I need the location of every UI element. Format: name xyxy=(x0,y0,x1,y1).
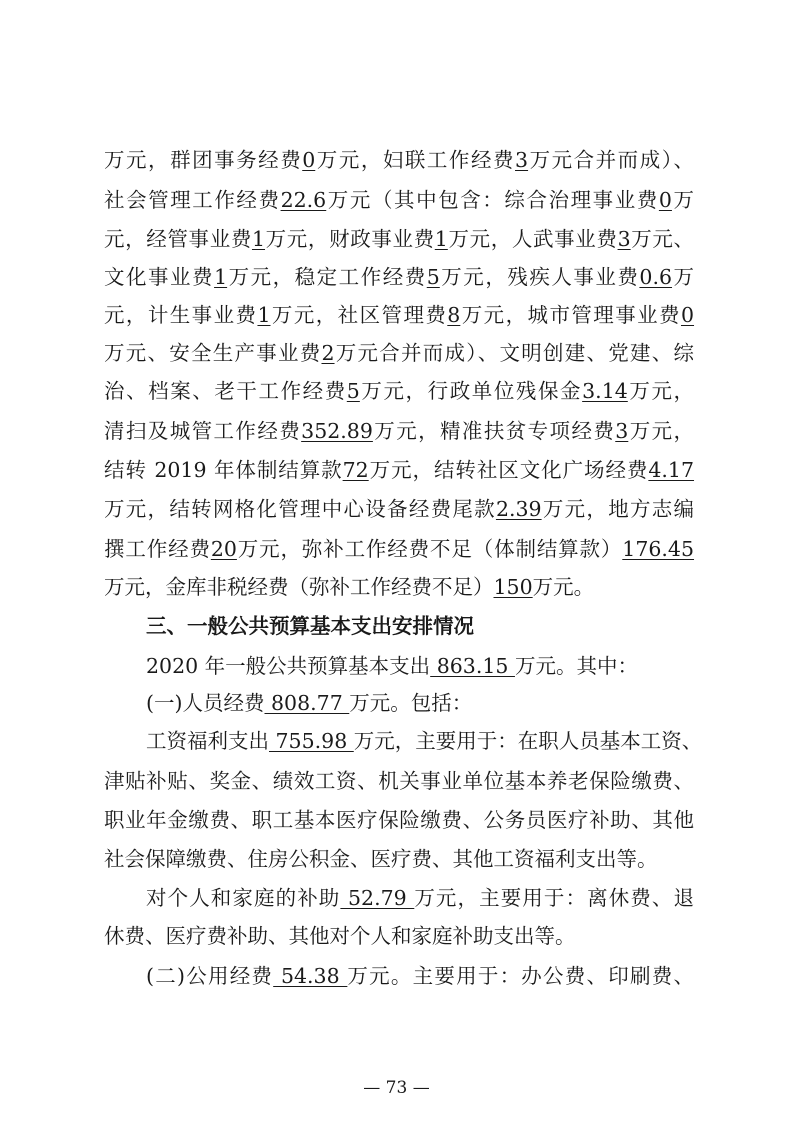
text-segment: 万元，城市管理事业费 xyxy=(460,303,681,327)
amount-value: 808.77 xyxy=(264,691,350,715)
page-number: — 73 — xyxy=(363,1078,430,1098)
text-segment: 工资福利支出 xyxy=(146,729,269,753)
text-segment: 万元，主要用于：在职人员基本工资、 xyxy=(353,729,703,753)
text-line xyxy=(104,377,694,405)
amount-value: 5 xyxy=(346,379,360,403)
text-segment: 万元（其中包含：综合治理事业费 xyxy=(326,188,659,212)
amount-value: 863.15 xyxy=(430,654,515,678)
text-segment: 万元合并而成）、 xyxy=(528,148,695,172)
text-segment: 万元、安全生产事业费 xyxy=(104,341,322,365)
amount-value: 3 xyxy=(615,419,629,443)
text-segment: 2020 年一般公共预算基本支出 xyxy=(146,654,431,678)
section-heading xyxy=(146,612,694,640)
text-segment: 万元，妇联工作经费 xyxy=(315,148,516,172)
text-segment: 元，计生事业费 xyxy=(104,303,258,327)
text-segment: 万元，结转社区文化广场经费 xyxy=(368,458,649,482)
text-segment: 休费、医疗费补助、其他对个人和家庭补助支出等。 xyxy=(104,924,576,948)
text-segment: 万元，地方志编 xyxy=(541,497,695,521)
text-line xyxy=(104,767,694,795)
text-line xyxy=(104,535,694,563)
text-segment: 万 xyxy=(672,265,695,289)
amount-value: 4.17 xyxy=(648,458,695,482)
text-segment: 职业年金缴费、职工基本医疗保险缴费、公务员医疗补助、其他 xyxy=(104,808,694,832)
amount-value: 5 xyxy=(426,265,440,289)
amount-value: 20 xyxy=(210,537,237,561)
amount-value: 8 xyxy=(447,303,461,327)
text-line xyxy=(104,339,694,367)
text-segment: 对个人和家庭的补助 xyxy=(146,886,341,910)
text-line xyxy=(104,225,694,253)
amount-value: 2 xyxy=(321,341,335,365)
text-line xyxy=(104,922,694,950)
text-line xyxy=(104,263,694,291)
text-segment: 文化事业费 xyxy=(104,265,215,289)
amount-value: 54.38 xyxy=(273,964,348,988)
text-line xyxy=(146,962,694,990)
amount-value: 1 xyxy=(257,303,271,327)
text-line xyxy=(104,495,694,523)
text-line xyxy=(104,301,694,329)
text-segment: 万元、 xyxy=(630,227,695,251)
text-line xyxy=(104,417,694,445)
amount-value: 176.45 xyxy=(622,537,695,561)
text-segment: 撰工作经费 xyxy=(104,537,211,561)
text-segment: 万元。主要用于：办公费、印刷费、 xyxy=(347,964,694,988)
text-segment: 万元，社区管理费 xyxy=(270,303,448,327)
amount-value: 2.39 xyxy=(495,497,542,521)
text-segment: 万元。其中： xyxy=(514,654,638,678)
text-segment: 万元，人武事业费 xyxy=(447,227,618,251)
text-line xyxy=(146,727,703,755)
text-segment: 万元，群团事务经费 xyxy=(104,148,303,172)
text-line xyxy=(146,652,694,680)
text-segment: 社会保障缴费、住房公积金、医疗费、其他工资福利支出等。 xyxy=(104,847,658,871)
text-segment: 万元，财政事业费 xyxy=(265,227,435,251)
text-segment: 万元合并而成）、文明创建、党建、综 xyxy=(334,341,695,365)
text-segment: 结转 2019 年体制结算款 xyxy=(104,458,343,482)
amount-value: 150 xyxy=(493,575,533,599)
text-segment: 万元，稳定工作经费 xyxy=(227,265,427,289)
text-segment: 清扫及城管工作经费 xyxy=(104,419,302,443)
amount-value: 755.98 xyxy=(269,729,354,753)
amount-value: 3 xyxy=(515,148,529,172)
text-segment: 万元，残疾人事业费 xyxy=(439,265,640,289)
text-segment: 万元，结转网格化管理中心设备经费尾款 xyxy=(104,497,496,521)
text-segment: 津贴补贴、奖金、绩效工资、机关事业单位基本养老保险缴费、 xyxy=(104,769,694,793)
text-segment: (一)人员经费 xyxy=(146,691,265,715)
amount-value: 0.6 xyxy=(639,265,673,289)
text-segment: 万元，主要用于：离休费、退 xyxy=(414,886,694,910)
text-line xyxy=(104,806,694,834)
text-segment: 万元，精准扶贫专项经费 xyxy=(372,419,616,443)
amount-value: 352.89 xyxy=(301,419,373,443)
amount-value: 3 xyxy=(617,227,631,251)
text-segment: (二)公用经费 xyxy=(146,964,274,988)
amount-value: 22.6 xyxy=(280,188,327,212)
text-line xyxy=(104,186,694,214)
text-segment: 万元，金库非税经费（弥补工作经费不足） xyxy=(104,575,494,599)
text-segment: 治、档案、老干工作经费 xyxy=(104,379,347,403)
text-segment: 社会管理工作经费 xyxy=(104,188,281,212)
text-line xyxy=(146,884,694,912)
text-segment: 万元。 xyxy=(532,575,595,599)
text-segment: 万元。包括： xyxy=(349,691,473,715)
amount-value: 72 xyxy=(342,458,369,482)
text-line xyxy=(104,456,694,484)
text-line xyxy=(146,689,694,717)
amount-value: 0 xyxy=(680,303,695,327)
text-line xyxy=(104,146,694,174)
text-segment: 万元， xyxy=(627,379,695,403)
text-segment: 三、一般公共预算基本支出安排情况 xyxy=(146,614,474,638)
text-line xyxy=(104,845,694,873)
text-segment: 万元，弥补工作经费不足（体制结算款） xyxy=(236,537,623,561)
text-segment: 元，经管事业费 xyxy=(104,227,252,251)
amount-value: 3.14 xyxy=(582,379,628,403)
text-segment: 万 xyxy=(671,188,695,212)
amount-value: 1 xyxy=(251,227,266,251)
text-segment: 万元， xyxy=(628,419,695,443)
text-segment: 万元，行政单位残保金 xyxy=(359,379,583,403)
amount-value: 1 xyxy=(434,227,448,251)
amount-value: 1 xyxy=(214,265,228,289)
amount-value: 52.79 xyxy=(340,886,415,910)
amount-value: 0 xyxy=(658,188,672,212)
text-line xyxy=(104,573,694,601)
amount-value: 0 xyxy=(302,148,316,172)
